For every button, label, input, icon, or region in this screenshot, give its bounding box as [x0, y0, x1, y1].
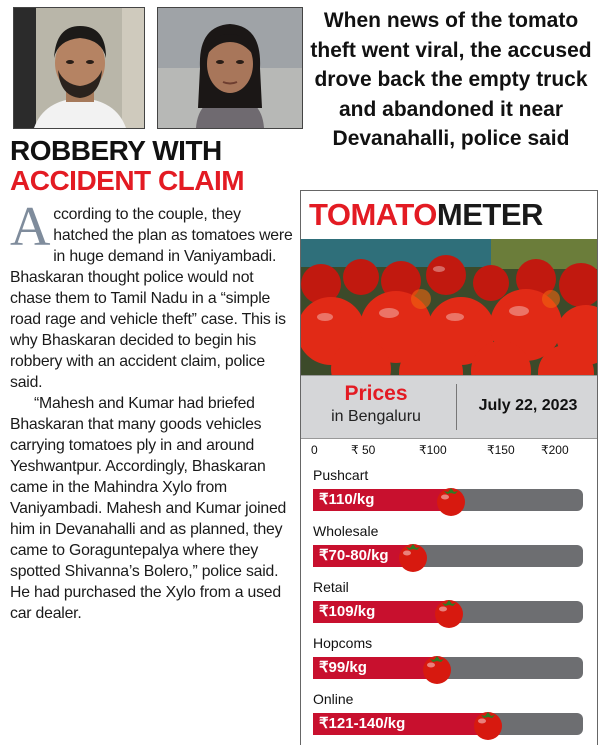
price-bar-track: [313, 545, 583, 567]
price-bar-track: [313, 489, 583, 511]
tomato-marker-icon: [420, 651, 454, 685]
price-category-label: Pushcart: [313, 467, 369, 483]
price-value-label: ₹99/kg: [319, 659, 367, 676]
tomato-marker-icon: [432, 595, 466, 629]
scale-label: ₹200: [541, 443, 569, 457]
headline-line-2: ACCIDENT CLAIM: [10, 165, 245, 196]
tomato-marker-icon: [396, 539, 430, 573]
price-bar-track: [313, 657, 583, 679]
info-divider: [456, 384, 457, 430]
article-paragraph-1-text: ccording to the couple, they hatched the plan as tomatoes were in huge demand in Vaniyambadi. Bhaskaran thought police would not chase them to Tamil Nadu in a “simple road rage and vehicle theft” case. This is why Bhaskaran decided to begin his robbery with an accident claim, police said.: [10, 206, 293, 391]
scale-label: 0: [311, 443, 318, 457]
scale-label: ₹150: [487, 443, 515, 457]
price-category-label: Hopcoms: [313, 635, 373, 651]
prices-location: [301, 376, 451, 438]
article-body: [10, 196, 298, 624]
tomatometer-title-red: TOMATO: [309, 197, 437, 232]
tomatometer-box: [300, 190, 598, 745]
accused-woman-photo: [157, 7, 303, 129]
price-category-label: Online: [313, 691, 354, 707]
price-value-label: ₹110/kg: [319, 491, 375, 508]
scale-label: ₹100: [419, 443, 447, 457]
date-label: July 22, 2023: [478, 397, 578, 414]
scale-label: ₹ 50: [351, 443, 376, 457]
tomatoes-photo: [301, 239, 597, 375]
article-paragraph-2: “Mahesh and Kumar had briefed Bhaskaran that many goods vehicles carrying tomatoes ply in and around Yeshwantpur. Accordingly, Bhaskaran came in the Mahindra Xylo from Vaniyambadi. Mahesh and Kumar joined him in Devanahalli and as planned, they came to Goraguntepalya where they spotted Shivanna’s Bolero,” police said. He had purchased the Xylo from a used car dealer.: [10, 395, 287, 622]
dropcap: A: [10, 196, 51, 258]
accused-man-photo: [13, 7, 145, 129]
price-bar-track: [313, 713, 583, 735]
tomatometer-title-dark: METER: [436, 197, 543, 232]
headline: [10, 136, 300, 196]
headline-line-1: ROBBERY WITH: [10, 135, 222, 166]
price-value-label: ₹121-140/kg: [319, 715, 406, 732]
price-category-label: Retail: [313, 579, 349, 595]
price-scale: [301, 439, 597, 461]
city-label: in Bengaluru: [331, 408, 421, 425]
price-value-label: ₹70-80/kg: [319, 547, 389, 564]
price-bar-track: [313, 601, 583, 623]
tomatometer-title: [301, 191, 597, 239]
tomato-marker-icon: [471, 707, 505, 741]
tomato-marker-icon: [434, 483, 468, 517]
prices-info-band: [301, 375, 597, 439]
pull-quote: When news of the tomato theft went viral, the accused drove back the empty truck and abandoned it near Devanahalli, police said: [310, 9, 592, 150]
article-paragraph-1: [10, 196, 298, 393]
prices-label: Prices: [344, 382, 408, 405]
price-category-label: Wholesale: [313, 523, 379, 539]
price-value-label: ₹109/kg: [319, 603, 376, 620]
